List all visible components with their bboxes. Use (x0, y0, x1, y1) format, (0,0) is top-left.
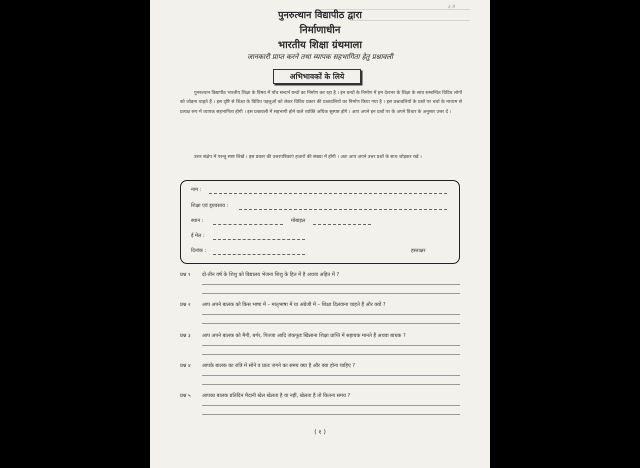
answer-line[interactable] (202, 354, 460, 355)
question-text: आपका बालक प्रतिदिन मैदानी खेल खेलता है या नहीं, खेलता है तो कितना समय ? (202, 393, 351, 399)
mobile-field[interactable] (313, 224, 371, 225)
answer-line[interactable] (202, 323, 460, 324)
question-number: प्रश्न २ (180, 302, 191, 308)
name-label: नाम : (191, 187, 202, 193)
answer-line[interactable] (202, 405, 460, 406)
stray-corner-text: ३ त (448, 4, 456, 10)
answer-line[interactable] (202, 345, 460, 346)
date-label: दिनांक : (191, 248, 207, 254)
header-subtitle: जानकारी प्राप्त करने तथा व्यापक सहभागिता हेतु प्रश्नावली (247, 53, 393, 61)
answer-line[interactable] (202, 293, 460, 294)
email-field[interactable] (213, 239, 305, 240)
question-text: आप अपने बालक को किस भाषा में – मातृभाषा में या अंग्रेजी में – शिक्षा दिलवाना चाहते हैं और क्यों ? (202, 302, 386, 308)
page-number: ( १ ) (314, 429, 326, 436)
email-label: ई मेल : (191, 233, 205, 239)
questionnaire-page (150, 0, 490, 468)
question-number: प्रश्न १ (180, 272, 191, 278)
respondent-details-box (180, 180, 460, 264)
question-text: दो-तीन वर्ष के शिशु को विद्यालय भेजना शिशु के हित में है अथवा अहित में ? (202, 272, 340, 278)
question-number: प्रश्न ३ (180, 333, 191, 339)
date-field[interactable] (213, 254, 305, 255)
header-publisher: पुनरुत्थान विद्यापीठ द्वारा (278, 10, 362, 21)
place-label: स्थान : (191, 218, 204, 224)
place-field[interactable] (213, 224, 283, 225)
question-number: प्रश्न ४ (180, 363, 191, 369)
header-series-title: भारतीय शिक्षा ग्रंथमाला (278, 40, 362, 51)
question-text: आप अपने बालक को मैगी, बर्गर, पिज्जा आदि जंकफूड खिलाना शिक्षा प्राप्ति में सहायक मानते हैं अथवा बाधक ? (202, 333, 406, 339)
answer-line[interactable] (202, 384, 460, 385)
name-field[interactable] (209, 193, 447, 194)
intro-paragraph-1: पुनरुत्थान विद्यापीठ भारतीय शिक्षा के विषय में पाँच सन्दर्भ ग्रन्थों का निर्माण कर रहा है । इन ग्रन्थों के निर्माण में हम देशभर के शिक्षा के साथ सम्बन्धित विविध लोगों को जोड़ना चाहते हैं । इस दृष्टि से शिक्षा के विविध पहलुओं को लेकर विविध प्रकार की प्रश्नावलियों का निर्माण किया गया है । इस प्रश्नावलियों के प्रश्नों पर चर्चा के माध्यम से प्रत्यक्ष रूप में व्यापक सहभागिता होगी । इस प्रश्नावली में सहभागी होने वाले व्यक्ति अधिक सुस्पष्ट होंगे । आप अपने इन प्रश्नों पर के अपने विचार के अनुसार उत्तर दें । (180, 91, 462, 115)
question-text: आपके बालक का रात्रि में सोने व प्रातः जगने का समय क्या है और क्या होना चाहिए ? (202, 363, 356, 369)
answer-line[interactable] (202, 314, 460, 315)
answer-line[interactable] (202, 284, 460, 285)
signature-label: हस्ताक्षर (411, 248, 426, 254)
education-field[interactable] (239, 209, 447, 210)
education-label: शिक्षा एवं इ्यवसाय : (191, 203, 229, 209)
intro-paragraph-2: उत्तर संक्षेप में परन्तु स्पष्ट लिखें । इस प्रकार की उत्तरपत्रिकाएं हजारों की संख्या में होंगी । अतः आप अपने उत्तर प्रश्नों के साथ जोड़कर रखें । (194, 155, 422, 160)
question-number: प्रश्न ५ (180, 393, 191, 399)
section-title: अभिभावकों के लिये (273, 69, 361, 84)
answer-line[interactable] (202, 414, 460, 415)
answer-line[interactable] (202, 375, 460, 376)
mobile-label: मोबाइल (291, 218, 306, 224)
header-status: निर्माणाधीन (299, 25, 341, 36)
